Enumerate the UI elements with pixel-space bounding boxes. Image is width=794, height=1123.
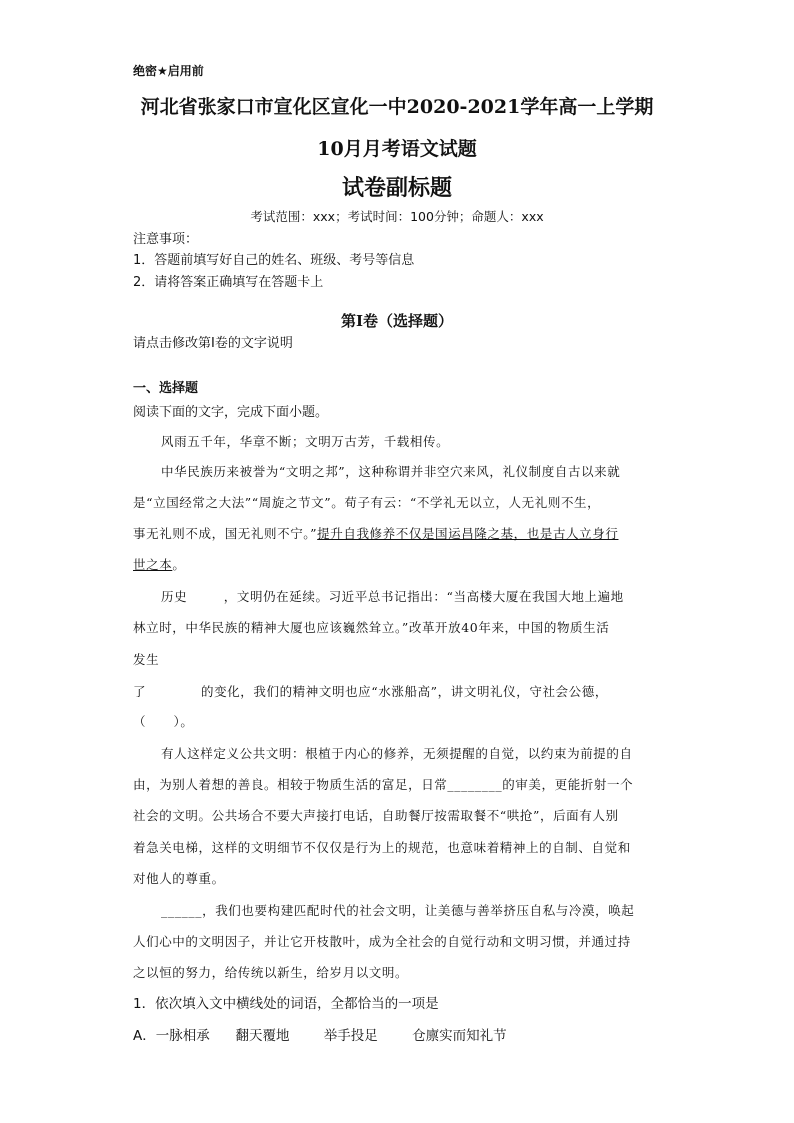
part1-heading: 一、选择题 [133, 381, 199, 396]
exam-info: 考试范围：xxx；考试时间：100分钟；命题人：xxx [250, 209, 544, 224]
passage-p4-line4: 着急关电梯，这样的文明细节不仅仅是行为上的规范，也意味着精神上的自制、自觉和 [133, 840, 631, 855]
passage-p3-line2: 林立时，中华民族的精神大厦也应该巍然耸立。”改革开放40年来，中国的物质生活 [133, 620, 610, 635]
subtitle: 试卷副标题 [341, 176, 452, 201]
passage-p4-line1: 有人这样定义公共文明：根植于内心的修养，无须提醒的自觉，以约束为前提的自 [161, 746, 633, 761]
passage-p4-line2: 由，为别人着想的善良。相较于物质生活的富足，日常________的审美，更能折射一个 [133, 777, 634, 792]
question1-stem: 1．依次填入文中横线处的词语，全都恰当的一项是 [133, 996, 439, 1012]
title-line-1: 河北省张家口市宣化区宣化一中2020-2021学年高一上学期 [140, 96, 654, 118]
passage-p2-line4-end: 。 [172, 557, 186, 572]
passage-p4-line5: 对他人的尊重。 [133, 871, 225, 886]
passage-p5-line1: ______，我们也要构建匹配时代的社会文明，让美德与善举挤压自私与冷漠，唤起 [161, 903, 635, 918]
passage-p2-line4 [133, 555, 185, 573]
passage-p4-line3: 社会的文明。公共场合不要大声接打电话，自助餐厅按需取餐不“哄抢”，后面有人别 [133, 808, 619, 823]
passage-p2-line2: 是“立国经常之大法”“周旋之节文”。荀子有云：“不学礼无以立，人无礼则不生， [133, 495, 601, 510]
passage-p2-line3-text: 事无礼则不成，国无礼则不宁。” [133, 526, 318, 541]
underlined-sentence: 提升自我修养不仅是国运昌隆之基，也是古人立身行 [317, 526, 619, 541]
passage-p3-line5: （ ）。 [133, 714, 194, 729]
section1-desc: 请点击修改第I卷的文字说明 [133, 336, 293, 351]
passage-p3-line3: 发生 [133, 652, 160, 667]
notes-item-2: 2．请将答案正确填写在答题卡上 [133, 275, 324, 290]
title-line-2: 10月月考语文试题 [317, 138, 477, 160]
notes-heading: 注意事项： [133, 232, 199, 247]
passage-p2-line1: 中华民族历来被誉为“文明之邦”，这种称谓并非空穴来风，礼仪制度自古以来就 [161, 464, 621, 479]
passage-p3-line1: 历史 ，文明仍在延续。习近平总书记指出：“当高楼大厦在我国大地上遍地 [161, 589, 624, 604]
underlined-sentence-end: 世之本 [133, 557, 173, 572]
section1-title: 第I卷（选择题） [340, 312, 454, 330]
passage-p2-line3 [133, 524, 618, 542]
part1-instruction: 阅读下面的文字，完成下面小题。 [133, 405, 329, 420]
question1-option-a: A．一脉相承 翻天覆地 举手投足 仓廪实而知礼节 [133, 1028, 507, 1044]
passage-p5-line3: 之以恒的努力，给传统以新生，给岁月以文明。 [133, 965, 409, 980]
secret-label: 绝密★启用前 [133, 64, 204, 78]
notes-item-1: 1．答题前填写好自己的姓名、班级、考号等信息 [133, 253, 415, 268]
passage-p5-line2: 人们心中的文明因子，并让它开枝散叶，成为全社会的自觉行动和文明习惯，并通过持 [133, 934, 631, 949]
passage-p3-line4: 了 的变化，我们的精神文明也应“水涨船高”，讲文明礼仪，守社会公德， [133, 684, 608, 699]
passage-p1: 风雨五千年，华章不断；文明万古芳，千载相传。 [161, 434, 450, 449]
